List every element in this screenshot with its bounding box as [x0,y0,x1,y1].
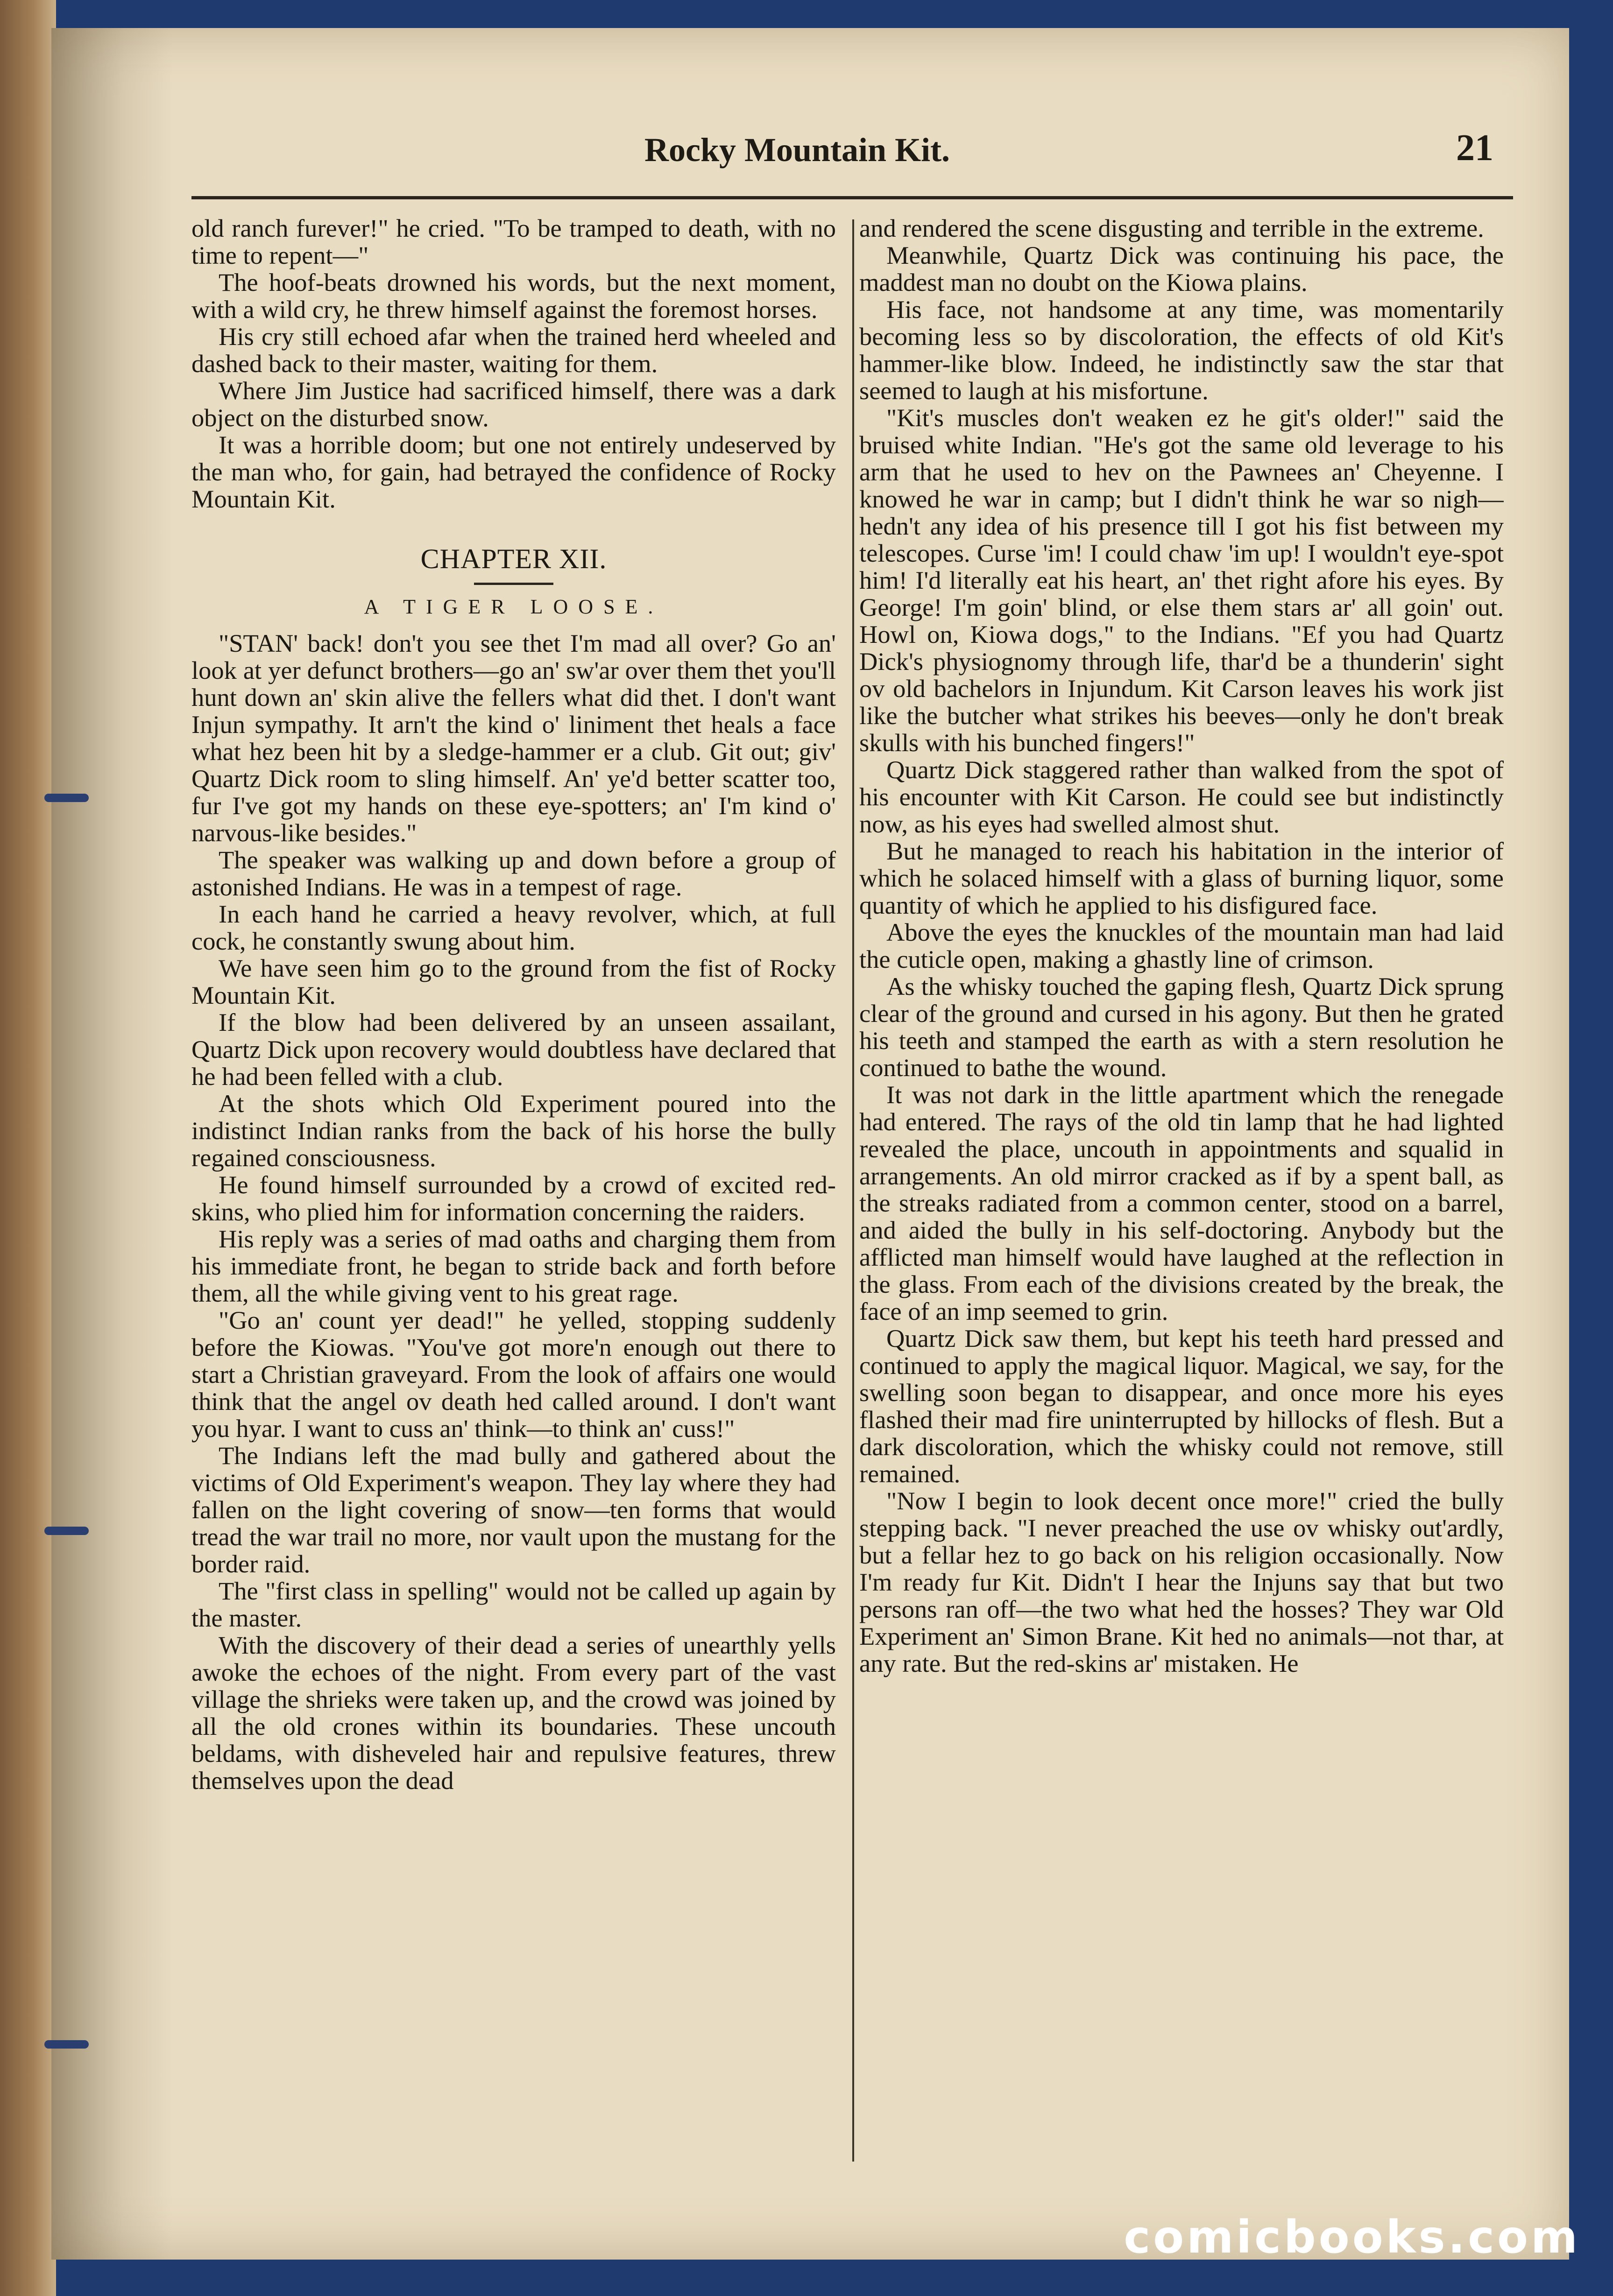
paragraph: As the whisky touched the gaping flesh, Quartz Dick sprung clear of the ground and cursed in his agony. But then he grated his teeth and stamped the earth as with a stern resolution he continued to bathe the wound. [859,972,1504,1082]
paragraph: But he managed to reach his habitation in the interior of which he solaced himself with a glass of burning liquor, some quantity of which he applied to his disfigured face. [859,837,1504,919]
paragraph: It was not dark in the little apartment which the renegade had entered. The rays of the old tin lamp that he had lighted revealed the place, uncouth in appointments and squalid in arrangements. An old mirror cracked as if by a spent ball, as the streaks radiated from a common center, stood on a barrel, and aided the bully in his self-doctoring. Anybody but the afflicted man himself would have laughed at the reflection in the glass. From each of the divisions created by the break, the face of an imp seemed to grin. [859,1080,1504,1325]
paragraph: At the shots which Old Experiment poured into the indistinct Indian ranks from the back of his horse the bully regained consciousness. [191,1089,836,1172]
paragraph: The "first class in spelling" would not be called up again by the master. [191,1577,836,1632]
paragraph: "Now I begin to look decent once more!" cried the bully stepping back. "I never preached the use ov whisky out'ardly, but a fellar hez to go back on his religion occasionally. Now I'm ready fur Kit. Didn't I hear the Injuns say that but two persons ran off—the two what hed the hosses? They war Old Experiment an' Simon Brane. Kit hed no animals—not thar, at any rate. But the red-skins ar' mistaken. He [859,1486,1504,1677]
chapter-title: CHAPTER XII. [420,543,607,574]
paragraph: old ranch furever!" he cried. "To be tramped to death, with no time to repent—" [191,215,836,269]
running-head: Rocky Mountain Kit. [644,131,950,169]
paragraph: Meanwhile, Quartz Dick was continuing his pace, the maddest man no doubt on the Kiowa plains. [859,241,1504,296]
paragraph: The Indians left the mad bully and gathered about the victims of Old Experiment's weapon. They lay where they had fallen on the light covering of snow—ten forms that would tread the war trail no more, nor vault upon the mustang for the border raid. [191,1441,836,1578]
paragraph: Where Jim Justice had sacrificed himself, there was a dark object on the disturbed snow. [191,376,836,432]
paragraph: In each hand he carried a heavy revolver, which, at full cock, he constantly swung about him. [191,900,836,955]
gutter-shadow [51,28,173,2260]
chapter-rule [474,583,553,585]
paragraph: He found himself surrounded by a crowd of excited red-skins, who plied him for information concerning the raiders. [191,1170,836,1226]
binding-stitch [44,1527,89,1535]
binding-stitch [44,794,89,802]
paragraph: "STAN' back! don't you see thet I'm mad all over? Go an' look at yer defunct brothers—go an' sw'ar over them thet you'll hunt down an' skin alive the fellers what did thet. I don't want Injun sympathy. It arn't the kind o' liniment thet heals a face what hez been hit by a sledge-hammer er a club. Git out; giv' Quartz Dick room to sling himself. An' ye'd better scatter too, fur I've got my hands on these eye-spotters; an' I'm kind o' narvous-like besides." [191,629,836,847]
header-rule [191,196,1513,199]
right-column [859,215,1504,2176]
paragraph: The speaker was walking up and down before a group of astonished Indians. He was in a tempest of rage. [191,845,836,901]
paragraph: "Go an' count yer dead!" he yelled, stopping suddenly before the Kiowas. "You've got more'n enough out there to start a Christian graveyard. From the look of affairs one would think that the angel ov death hed called around. I don't want you hyar. I want to cuss an' think—to think an' cuss!" [191,1306,836,1443]
binding-stitch [44,2040,89,2049]
chapter-subtitle: A TIGER LOOSE. [364,595,664,618]
page-number: 21 [1456,127,1493,169]
paragraph: His reply was a series of mad oaths and charging them from his immediate front, he began to stride back and forth before them, all the while giving vent to his great rage. [191,1225,836,1307]
paragraph: His cry still echoed afar when the trained herd wheeled and dashed back to their master, waiting for them. [191,322,836,378]
paragraph: "Kit's muscles don't weaken ez he git's older!" said the bruised white Indian. "He's got the same old leverage to his arm that he used to hev on the Pawnees an' Cheyenne. I knowed he war in camp; but I didn't think he war so nigh—hedn't any idea of his presence till I got his fist between my telescopes. Curse 'im! I could chaw 'im up! I wouldn't eye-spot him! I'd literally eat his heart, an' thet right afore his eyes. By George! I'm goin' blind, or else them stars ar' all goin' out. Howl on, Kiowa dogs," to the Indians. "Ef you had Quartz Dick's physiognomy through life, thar'd be a thunderin' sight ov old bachelors in Injundum. Kit Carson leaves his work jist like the butcher what strikes his beeves—only he don't break skulls with his bunched fingers!" [859,403,1504,757]
paragraph: His face, not handsome at any time, was momentarily becoming less so by discoloration, the effects of old Kit's hammer-like blow. Indeed, he indistinctly saw the star that seemed to laugh at his misfortune. [859,295,1504,405]
paragraph: and rendered the scene disgusting and terrible in the extreme. [859,215,1484,242]
paragraph: Quartz Dick staggered rather than walked from the spot of his encounter with Kit Carson. He could see but indistinctly now, as his eyes had swelled almost shut. [859,755,1504,838]
watermark: comicbooks.com [1124,2211,1580,2263]
paragraph: With the discovery of their dead a series of unearthly yells awoke the echoes of the night. From every part of the vast village the shrieks were taken up, and the crowd was joined by all the old crones within its boundaries. These uncouth beldams, with disheveled hair and repulsive features, threw themselves upon the dead [191,1631,836,1795]
column-divider [852,219,854,2162]
paragraph: We have seen him go to the ground from the fist of Rocky Mountain Kit. [191,954,836,1009]
paragraph: It was a horrible doom; but one not entirely undeserved by the man who, for gain, had betrayed the confidence of Rocky Mountain Kit. [191,430,836,513]
paragraph: If the blow had been delivered by an unseen assailant, Quartz Dick upon recovery would doubtless have declared that he had been felled with a club. [191,1008,836,1091]
paragraph: Quartz Dick saw them, but kept his teeth hard pressed and continued to apply the magical liquor. Magical, we say, for the swelling soon began to disappear, and once more his eyes flashed their mad fire uninterrupted by hillocks of flesh. But a dark discoloration, which the whisky could not remove, still remained. [859,1324,1504,1488]
scan-edge [0,0,56,2296]
left-column [191,215,836,2176]
paragraph: Above the eyes the knuckles of the mountain man had laid the cuticle open, making a ghastly line of crimson. [859,918,1504,973]
paragraph: The hoof-beats drowned his words, but the next moment, with a wild cry, he threw himself against the foremost horses. [191,268,836,324]
